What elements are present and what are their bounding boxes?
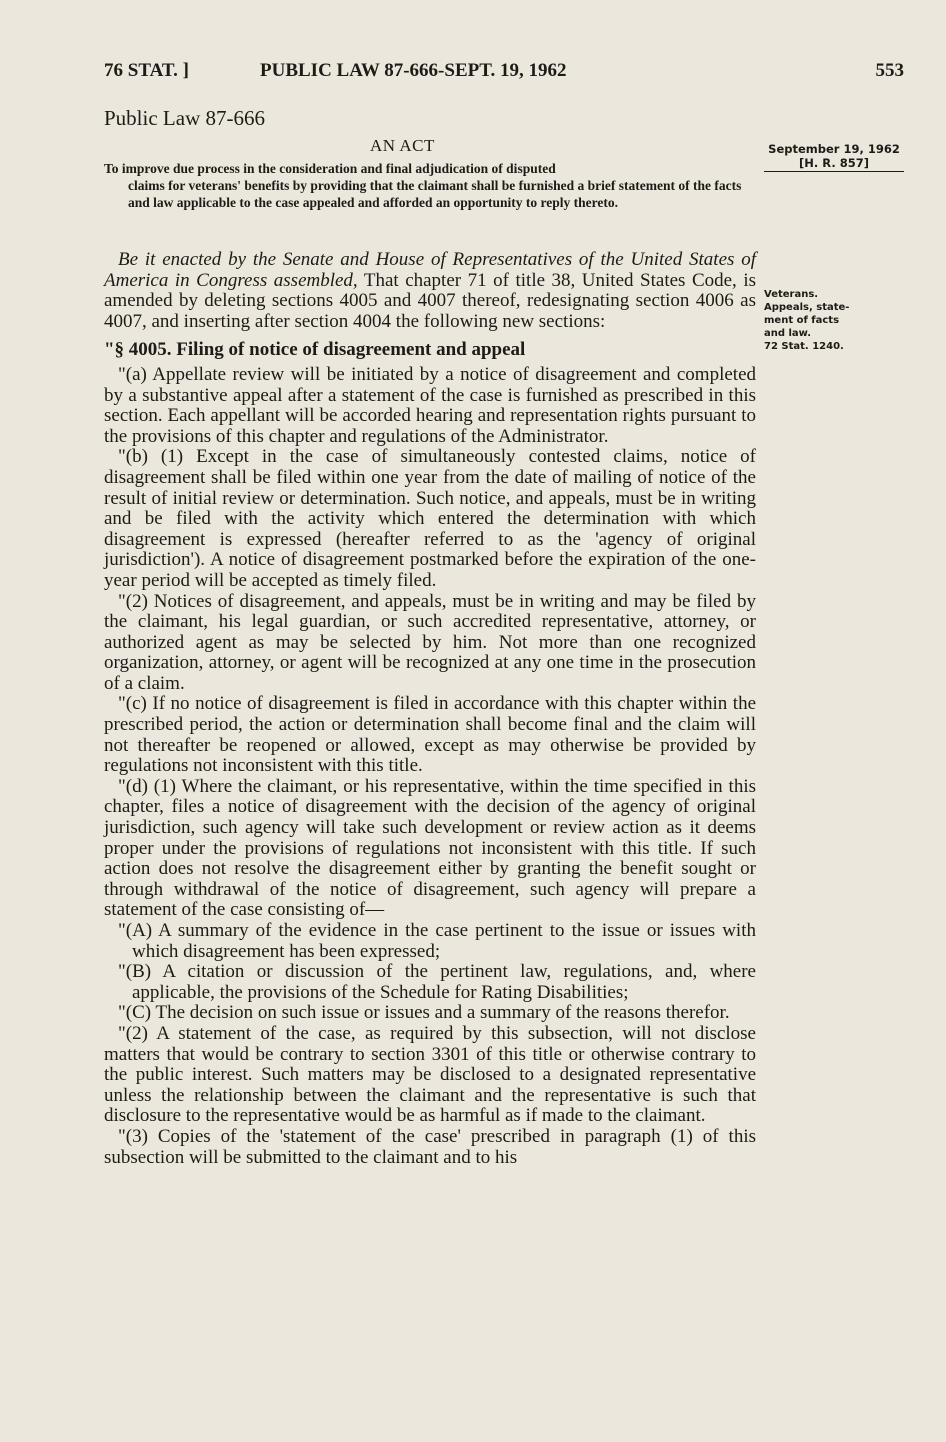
running-header (104, 60, 904, 86)
paragraph: "(c) If no notice of disagreement is filed in accordance with this chapter within the prescribed period, the action or determination shall become final and the claim will not thereafter be reopened or allowed, except as may otherwise be provided by regulations not inconsistent with this title. (104, 693, 756, 777)
enacting-formula: Be it enacted by the Senate and House of Representatives of the United States of America in Congress assembled, (104, 249, 756, 291)
margin-subject-note (764, 288, 904, 353)
header-title: PUBLIC LAW 87-666-SEPT. 19, 1962 (260, 60, 567, 81)
subparagraph: "(B) A citation or discussion of the pertinent law, regulations, and, where applicable, the provisions of the Schedule for Rating Disabilities; (118, 961, 756, 1003)
paragraph: "(3) Copies of the 'statement of the case' prescribed in paragraph (1) of this subsection will be submitted to the claimant and to his (104, 1125, 756, 1168)
header-stat-ref: 76 STAT. ] (104, 60, 189, 81)
subparagraph: "(C) The decision on such issue or issues and a summary of the reasons therefor. (118, 1002, 730, 1024)
paragraph: "(b) (1) Except in the case of simultaneously contested claims, notice of disagreement shall be filed within one year from the date of mailing of notice of the result of initial review or determination. Such notice, and appeals, must be in writing and be filed with the activity which entered the determination with which disagreement is expressed (hereafter referred to as the 'agency of original jurisdiction'). A notice of disagreement postmarked before the expiration of the one-year period will be accepted as timely filed. (104, 446, 756, 591)
paragraph: "(2) A statement of the case, as required by this subsection, will not disclose matters that would be contrary to section 3301 of this title or otherwise contrary to the public interest. Such matters may be disclosed to a designated representative unless the relationship between the claimant and the representative is such that disclosure to the representative would be as harmful as if made to the claimant. (104, 1022, 756, 1127)
purpose-line-1: To improve due process in the consideration and final adjudication of disputed (104, 161, 556, 176)
public-law-number: Public Law 87-666 (104, 106, 265, 130)
paragraph: "(2) Notices of disagreement, and appeals, must be in writing and may be filed by the claimant, his legal guardian, or such accredited representative, attorney, or authorized agent as may be selected by him. Not more than one recognized organization, attorney, or agent will be recognized at any one time in the prosecution of a claim. (104, 590, 756, 694)
paragraph: "(a) Appellate review will be initiated by a notice of disagreement and completed by a substantive appeal after a statement of the case is furnished as prescribed in this section. Each appellant will be accorded hearing and representation rights pursuant to the provisions of this chapter and regulations of the Administrator. (104, 363, 756, 447)
page-number: 553 (875, 60, 904, 81)
enacting-clause (104, 250, 756, 332)
paragraph: "(d) (1) Where the claimant, or his representative, within the time specified in this chapter, files a notice of disagreement with the decision of the agency of original jurisdiction, such agency will take such development or review action as it deems proper under the provisions of regulations not inconsistent with this title. If such action does not resolve the disagreement either by granting the benefit sought or through withdrawal of the notice of disagreement, such agency will prepare a statement of the case consisting of— (104, 775, 756, 921)
margin-note-line: 72 Stat. 1240. (764, 341, 844, 352)
enacting-text: That chapter 71 of title 38, United States Code, is amended by deleting sections 4005 and 4007 thereof, redesignating section 4006 as 4007, and inserting after section 4004 the following new sections: (104, 269, 756, 332)
act-title: AN ACT (370, 136, 435, 155)
bill-number: [H. R. 857] (764, 156, 904, 172)
margin-note-line: ment of facts (764, 315, 840, 326)
section-heading: "§ 4005. Filing of notice of disagreement and appeal (104, 339, 526, 361)
subparagraph: "(A) A summary of the evidence in the case pertinent to the issue or issues with which disagreement has been expressed; (118, 920, 756, 962)
act-purpose (104, 160, 756, 211)
act-body (104, 250, 756, 1168)
margin-note-line: and law. (764, 328, 812, 339)
margin-note-line: Veterans. (764, 289, 819, 300)
enactment-date: September 19, 1962 (768, 142, 900, 156)
margin-note-line: Appeals, state- (764, 302, 850, 313)
purpose-rest: claims for veterans' benefits by providing that the claimant shall be furnished a brief statement of the facts and law applicable to the case appealed and afforded an opportunity to reply thereto. (128, 178, 742, 210)
margin-date-note (764, 142, 904, 172)
